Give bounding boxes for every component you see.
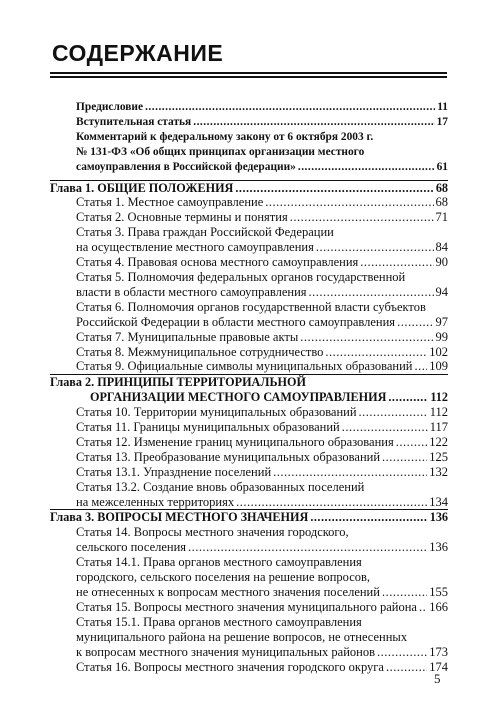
toc-entry-title: Глава 1. ОБЩИЕ ПОЛОЖЕНИЯ bbox=[50, 180, 234, 195]
toc-entry[interactable] bbox=[50, 555, 448, 570]
toc-entry-title: Статья 15.1. Права органов местного самоуправления bbox=[76, 614, 362, 629]
toc-entry[interactable] bbox=[50, 330, 448, 345]
dot-leader bbox=[360, 255, 433, 270]
toc-entry[interactable] bbox=[50, 435, 448, 450]
toc-entry[interactable] bbox=[50, 315, 448, 330]
toc-entry[interactable] bbox=[50, 345, 448, 360]
toc-entry-title: Статья 8. Межмуниципальное сотрудничество bbox=[76, 344, 324, 359]
toc-page-number: 136 bbox=[429, 510, 448, 525]
dot-leader bbox=[377, 645, 427, 660]
dot-leader bbox=[290, 210, 434, 225]
dot-leader bbox=[382, 450, 427, 465]
toc-page-number: 155 bbox=[429, 585, 448, 599]
toc-entry[interactable] bbox=[50, 240, 448, 255]
toc-entry[interactable] bbox=[50, 495, 448, 510]
toc-entry[interactable] bbox=[50, 160, 448, 175]
toc-entry-title: Статья 12. Изменение границ муниципального образования bbox=[76, 434, 394, 449]
toc-entry-title: Статья 10. Территории муниципальных образований bbox=[76, 405, 357, 420]
toc-chapter-entry[interactable] bbox=[50, 180, 448, 196]
dot-leader bbox=[265, 195, 433, 210]
toc-entry-title: Статья 9. Официальные символы муниципальных образований bbox=[76, 359, 413, 374]
toc-entry[interactable] bbox=[50, 405, 448, 420]
toc-entry[interactable] bbox=[50, 100, 448, 115]
toc-page-number: 109 bbox=[429, 359, 448, 374]
toc-entry-title: Статья 7. Муниципальные правовые акты bbox=[76, 329, 299, 344]
toc-entry[interactable] bbox=[50, 115, 448, 130]
dot-leader bbox=[236, 495, 427, 510]
dot-leader bbox=[316, 240, 434, 255]
toc-entry-title: к вопросам местного значения муниципальных районов bbox=[76, 644, 375, 659]
dot-leader bbox=[386, 660, 427, 675]
toc-page-number: 166 bbox=[429, 599, 448, 614]
toc-page-number: 97 bbox=[435, 314, 448, 329]
toc-entry[interactable] bbox=[50, 225, 448, 240]
toc-page-number: 136 bbox=[429, 540, 448, 555]
toc-entry[interactable] bbox=[50, 390, 448, 405]
toc-page-number: 117 bbox=[429, 420, 448, 435]
toc-page-number: 125 bbox=[429, 449, 448, 464]
toc-entry[interactable] bbox=[50, 300, 448, 315]
toc-entry-title: Статья 13. Преобразование муниципальных образований bbox=[76, 449, 381, 464]
toc-entry-title: ОРГАНИЗАЦИИ МЕСТНОГО САМОУПРАВЛЕНИЯ bbox=[90, 390, 387, 405]
dot-leader bbox=[145, 100, 435, 115]
toc-page-number: 68 bbox=[435, 180, 448, 195]
dot-leader bbox=[300, 330, 433, 345]
toc-entry[interactable] bbox=[50, 480, 448, 495]
toc-entry[interactable] bbox=[50, 420, 448, 435]
toc-page-number: 134 bbox=[429, 494, 448, 509]
toc-entry-title: Российской Федерации в области местного самоуправления bbox=[76, 314, 396, 329]
toc-entry[interactable] bbox=[50, 615, 448, 630]
toc-page-number: 68 bbox=[435, 195, 448, 210]
toc-page-number: 90 bbox=[435, 255, 448, 270]
toc-page-number: 61 bbox=[436, 160, 448, 173]
dot-leader bbox=[325, 345, 427, 360]
toc-entry-title: Статья 13.1. Упразднение поселений bbox=[76, 464, 272, 479]
dot-leader bbox=[396, 435, 428, 450]
toc-entry-title: на межселенных территориях bbox=[76, 494, 235, 509]
toc-page-number: 94 bbox=[435, 284, 448, 299]
toc-entry-title: Статья 14.1. Права органов местного самоуправления bbox=[76, 555, 362, 570]
dot-leader bbox=[273, 465, 427, 480]
dot-leader bbox=[382, 585, 427, 600]
toc-page-number: 11 bbox=[437, 101, 448, 113]
toc-entry[interactable] bbox=[50, 570, 448, 585]
table-of-contents bbox=[50, 100, 448, 674]
toc-page-number: 99 bbox=[435, 329, 448, 344]
toc-entry[interactable] bbox=[50, 525, 448, 540]
toc-entry-title: Статья 3. Права граждан Российской Федерации bbox=[76, 225, 334, 240]
toc-chapter-entry[interactable] bbox=[50, 509, 448, 525]
toc-entry-title: Предисловие bbox=[76, 101, 144, 113]
dot-leader bbox=[310, 510, 427, 525]
toc-entry-title: Глава 3. ВОПРОСЫ МЕСТНОГО ЗНАЧЕНИЯ bbox=[50, 510, 309, 525]
toc-entry-title: самоуправления в Российской федерации» bbox=[76, 160, 296, 173]
toc-chapter-entry[interactable] bbox=[50, 374, 448, 390]
toc-entry-title: муниципального района на решение вопросов, не отнесенных bbox=[76, 629, 408, 644]
toc-page-number: 173 bbox=[429, 644, 448, 659]
toc-entry-title: Глава 2. ПРИНЦИПЫ ТЕРРИТОРИАЛЬНОЙ bbox=[50, 375, 306, 390]
toc-page-number: 174 bbox=[429, 659, 448, 674]
toc-page-number: 132 bbox=[429, 464, 448, 479]
page-number: 5 bbox=[434, 671, 441, 686]
dot-leader bbox=[309, 285, 434, 300]
dot-leader bbox=[188, 540, 427, 555]
toc-entry-title: городского, сельского поселения на решение вопросов, bbox=[76, 570, 371, 585]
toc-entry-title: Статья 5. Полномочия федеральных органов государственной bbox=[76, 269, 406, 284]
toc-entry[interactable] bbox=[50, 359, 448, 374]
toc-page-number: 17 bbox=[436, 115, 448, 128]
toc-entry[interactable] bbox=[50, 645, 448, 660]
dot-leader bbox=[388, 390, 428, 405]
dot-leader bbox=[414, 359, 427, 374]
heading-rule-secondary bbox=[50, 76, 447, 78]
dot-leader bbox=[193, 115, 434, 130]
toc-entry-title: Статья 11. Границы муниципальных образований bbox=[76, 420, 340, 435]
toc-entry-title: Статья 6. Полномочия органов государственной власти субъектов bbox=[76, 299, 426, 314]
toc-entry-title: власти в области местного самоуправления bbox=[76, 284, 307, 299]
toc-entry-title: Комментарий к федеральному закону от 6 октября 2003 г. bbox=[76, 130, 374, 143]
toc-entry-title: Статья 16. Вопросы местного значения городского округа bbox=[76, 659, 384, 674]
toc-page-number: 122 bbox=[429, 434, 448, 449]
toc-entry[interactable] bbox=[50, 195, 448, 210]
toc-entry-title: Статья 14. Вопросы местного значения городского, bbox=[76, 525, 349, 540]
dot-leader bbox=[397, 315, 433, 330]
toc-entry-title: № 131-ФЗ «Об общих принципах организации местного bbox=[76, 145, 365, 158]
toc-entry[interactable] bbox=[50, 630, 448, 645]
toc-entry[interactable] bbox=[50, 210, 448, 225]
toc-entry[interactable] bbox=[50, 600, 448, 615]
toc-entry[interactable] bbox=[50, 660, 448, 675]
dot-leader bbox=[235, 181, 433, 196]
toc-entry-title: на осуществление местного самоуправления bbox=[76, 240, 314, 255]
toc-entry[interactable] bbox=[50, 465, 448, 480]
toc-entry[interactable] bbox=[50, 585, 448, 600]
toc-entry[interactable] bbox=[50, 450, 448, 465]
toc-entry[interactable] bbox=[50, 540, 448, 555]
dot-leader bbox=[342, 420, 428, 435]
toc-entry[interactable] bbox=[50, 285, 448, 300]
toc-entry-title: Статья 4. Правовая основа местного самоуправления bbox=[76, 255, 359, 270]
toc-entry-title: не отнесенных к вопросам местного значения поселений bbox=[76, 585, 380, 599]
heading-rule bbox=[50, 72, 447, 74]
toc-entry[interactable] bbox=[50, 145, 448, 160]
toc-page-number: 112 bbox=[429, 405, 448, 420]
toc-entry-title: Статья 1. Местное самоуправление bbox=[76, 195, 264, 210]
toc-page-number: 71 bbox=[435, 210, 448, 225]
dot-leader bbox=[419, 600, 427, 615]
toc-entry[interactable] bbox=[50, 270, 448, 285]
toc-page-number: 112 bbox=[430, 390, 448, 405]
toc-entry-title: сельского поселения bbox=[76, 540, 187, 555]
toc-entry-title: Вступительная статья bbox=[76, 115, 192, 128]
page-heading: СОДЕРЖАНИЕ bbox=[52, 40, 224, 66]
toc-page-number: 84 bbox=[435, 240, 448, 255]
dot-leader bbox=[298, 160, 435, 175]
toc-entry[interactable] bbox=[50, 255, 448, 270]
toc-page-number: 102 bbox=[429, 344, 448, 359]
toc-entry-title: Статья 13.2. Создание вновь образованных поселений bbox=[76, 479, 365, 494]
dot-leader bbox=[359, 405, 428, 420]
toc-entry-title: Статья 2. Основные термины и понятия bbox=[76, 210, 288, 225]
toc-entry-title: Статья 15. Вопросы местного значения муниципального района bbox=[76, 599, 417, 614]
toc-entry[interactable] bbox=[50, 130, 448, 145]
